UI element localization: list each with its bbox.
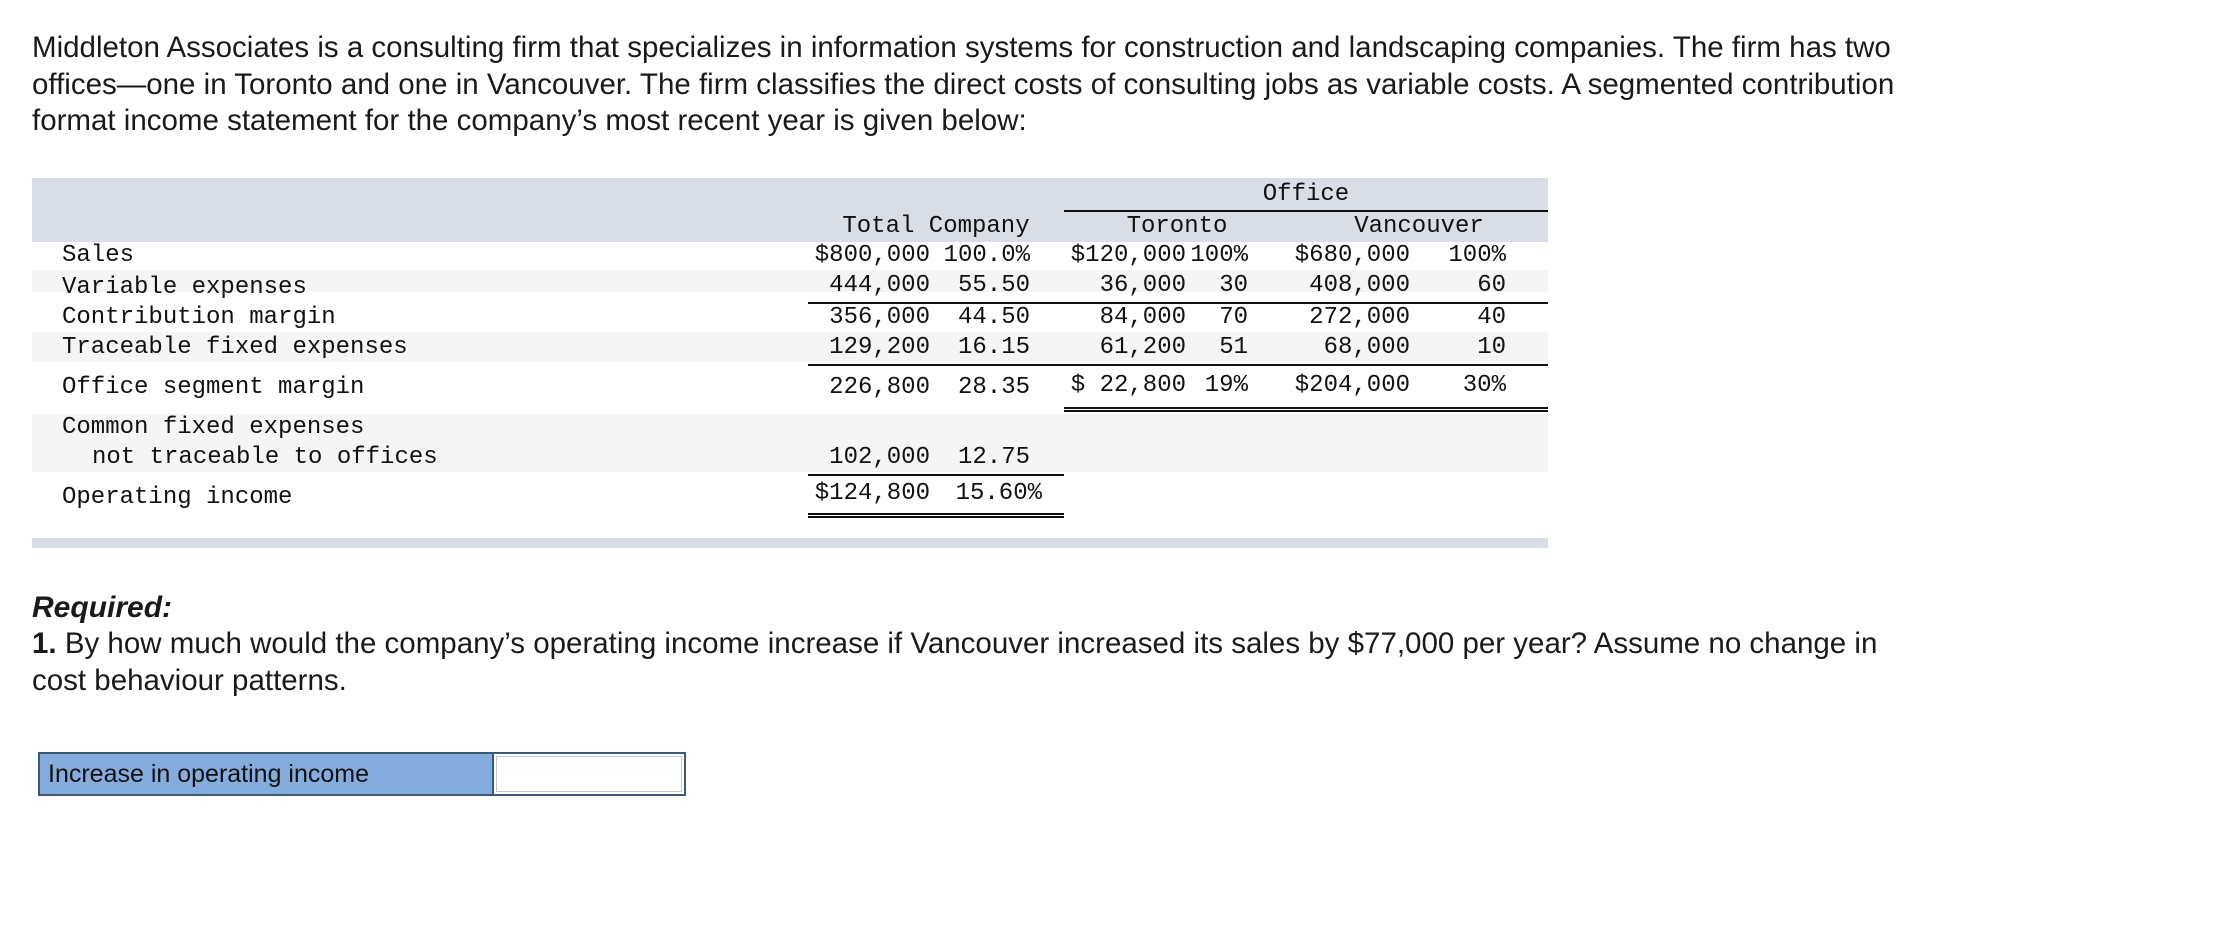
row-label-common-fixed: Common fixed expenses bbox=[62, 414, 365, 441]
col-header-vancouver: Vancouver bbox=[1354, 213, 1484, 240]
traceable-vancouver-percent: 10 bbox=[1477, 334, 1506, 361]
variable-vancouver-amount: 408,000 bbox=[1309, 272, 1410, 299]
variable-toronto-amount: 36,000 bbox=[1099, 272, 1186, 299]
intro-paragraph: Middleton Associates is a consulting firm that specializes in information systems for construction and landscaping companies. The firm has two offices—one in Toronto and one in Vancouver. The firm classifies the direct costs of consulting jobs as variable costs. A segmented contribution format income statement for the company’s most recent year is given below: bbox=[32, 31, 1895, 137]
sales-total-amount: $800,000 bbox=[814, 242, 930, 269]
traceable-vancouver-amount: 68,000 bbox=[1323, 334, 1410, 361]
sales-vancouver-amount: $680,000 bbox=[1294, 242, 1410, 269]
question-text: By how much would the company’s operating income increase if Vancouver increased its sales by $77,000 per year? Assume no change in cost behaviour patterns. bbox=[32, 627, 1878, 697]
variable-total-amount: 444,000 bbox=[829, 272, 930, 299]
col-header-toronto: Toronto bbox=[1126, 213, 1228, 240]
row-label-segment-margin: Office segment margin bbox=[62, 374, 365, 401]
variable-total-percent: 55.50 bbox=[957, 272, 1030, 299]
traceable-total-percent: 16.15 bbox=[957, 334, 1030, 361]
segment-toronto-percent: 19% bbox=[1204, 372, 1248, 399]
segment-total-percent: 28.35 bbox=[957, 374, 1030, 401]
office-header-rule bbox=[1064, 210, 1548, 212]
operating-total-percent: 15.60% bbox=[955, 480, 1042, 507]
sales-toronto-percent: 100% bbox=[1190, 242, 1248, 269]
contribution-vancouver-amount: 272,000 bbox=[1309, 304, 1410, 331]
sales-total-percent: 100.0% bbox=[943, 242, 1030, 269]
table-footer-band bbox=[32, 538, 1548, 548]
row-label-variable-expenses: Variable expenses bbox=[62, 274, 307, 301]
answer-label: Increase in operating income bbox=[40, 754, 494, 794]
increase-operating-income-input[interactable] bbox=[496, 756, 682, 792]
required-heading: Required: bbox=[32, 591, 173, 624]
contribution-vancouver-percent: 40 bbox=[1477, 304, 1506, 331]
operating-total-amount: $124,800 bbox=[814, 480, 930, 507]
answer-cell[interactable] bbox=[494, 754, 684, 794]
traceable-toronto-amount: 61,200 bbox=[1099, 334, 1186, 361]
required-question bbox=[32, 626, 1912, 699]
common-total-amount: 102,000 bbox=[829, 444, 930, 471]
office-double-rule bbox=[1064, 407, 1548, 412]
row-label-operating-income: Operating income bbox=[62, 484, 293, 511]
sales-toronto-amount: $120,000 bbox=[1070, 242, 1186, 269]
subtotal-rule bbox=[808, 364, 1548, 366]
variable-toronto-percent: 30 bbox=[1219, 272, 1248, 299]
segment-vancouver-amount: $204,000 bbox=[1294, 372, 1410, 399]
total-double-rule bbox=[808, 513, 1064, 518]
segment-total-amount: 226,800 bbox=[829, 374, 930, 401]
row-label-sales: Sales bbox=[62, 242, 135, 269]
question-number: 1. bbox=[32, 627, 57, 660]
subtotal-rule bbox=[808, 474, 1064, 476]
row-label-traceable-fixed: Traceable fixed expenses bbox=[62, 334, 408, 361]
office-group-header: Office bbox=[1262, 181, 1350, 208]
col-header-total: Total Company bbox=[842, 213, 1030, 240]
contribution-total-percent: 44.50 bbox=[957, 304, 1030, 331]
answer-row bbox=[38, 752, 686, 796]
traceable-toronto-percent: 51 bbox=[1219, 334, 1248, 361]
income-statement-table bbox=[32, 178, 1548, 548]
row-label-common-fixed-cont: not traceable to offices bbox=[92, 444, 438, 471]
segment-toronto-amount: $ 22,800 bbox=[1070, 372, 1186, 399]
segment-vancouver-percent: 30% bbox=[1462, 372, 1506, 399]
row-label-contribution-margin: Contribution margin bbox=[62, 304, 336, 331]
sales-vancouver-percent: 100% bbox=[1448, 242, 1506, 269]
variable-vancouver-percent: 60 bbox=[1477, 272, 1506, 299]
contribution-total-amount: 356,000 bbox=[829, 304, 930, 331]
traceable-total-amount: 129,200 bbox=[829, 334, 930, 361]
contribution-toronto-amount: 84,000 bbox=[1099, 304, 1186, 331]
contribution-toronto-percent: 70 bbox=[1219, 304, 1248, 331]
common-total-percent: 12.75 bbox=[957, 444, 1030, 471]
